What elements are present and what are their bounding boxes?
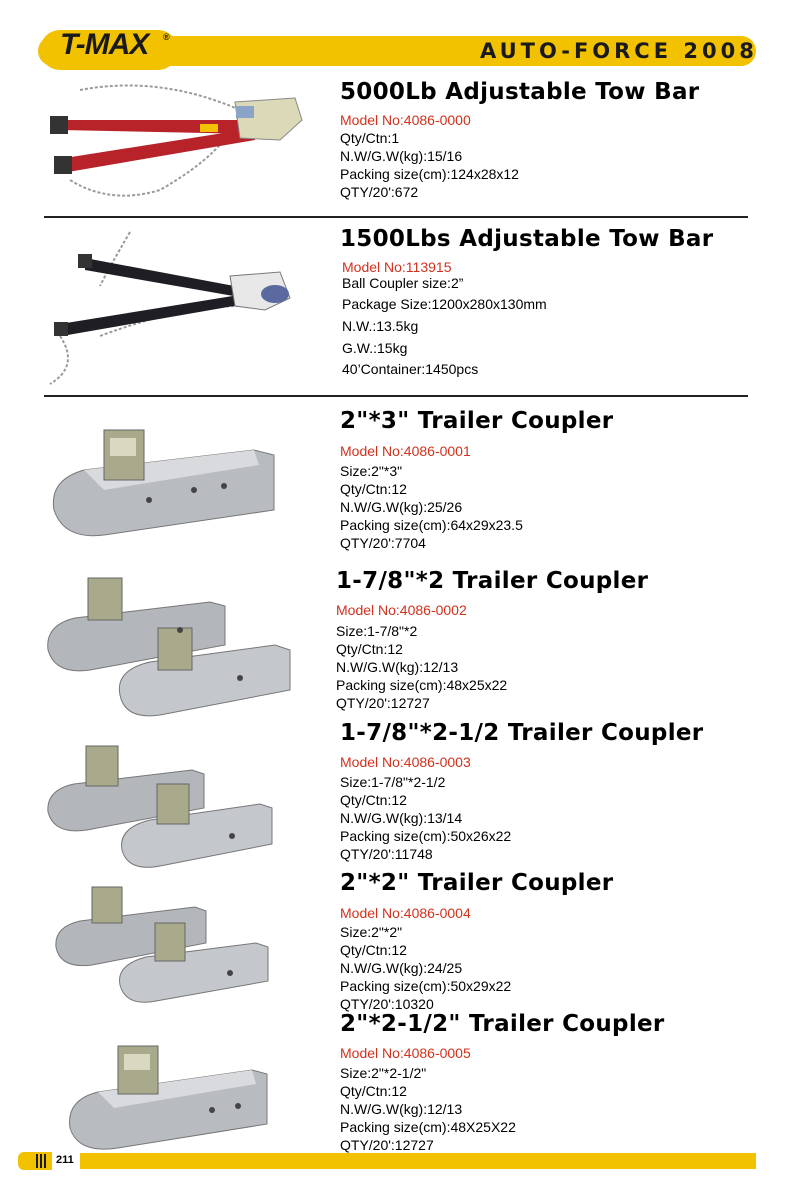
spec-line: N.W/G.W(kg):12/13: [336, 659, 459, 675]
product-title: 5000Lb Adjustable Tow Bar: [340, 79, 700, 105]
section-divider: [44, 216, 748, 218]
model-number: Model No:4086-0003: [340, 754, 471, 770]
product-title: 1500Lbs Adjustable Tow Bar: [340, 226, 714, 252]
spec-line: Packing size(cm):124x28x12: [340, 166, 519, 182]
page-marker-icon: [36, 1154, 50, 1168]
spec-line: QTY/20':12727: [336, 695, 430, 711]
model-number: Model No:4086-0004: [340, 905, 471, 921]
model-number: Model No:4086-0001: [340, 443, 471, 459]
spec-line: Ball Coupler size:2”: [342, 275, 464, 291]
spec-line: Qty/Ctn:12: [340, 481, 407, 497]
brand-logo: T-MAX: [60, 28, 149, 61]
model-number: Model No:4086-0005: [340, 1045, 471, 1061]
spec-line: Size:2"*3": [340, 463, 403, 479]
spec-line: Package Size:1200x280x130mm: [342, 296, 547, 312]
spec-line: Qty/Ctn:12: [336, 641, 403, 657]
spec-line: QTY/20':10320: [340, 996, 434, 1012]
spec-line: Packing size(cm):48X25X22: [340, 1119, 516, 1135]
spec-line: Packing size(cm):50x29x22: [340, 978, 512, 994]
product-title: 2"*3" Trailer Coupler: [340, 408, 614, 434]
trailer-coupler-pair-image: [40, 570, 300, 720]
spec-line: QTY/20':11748: [340, 846, 433, 862]
trailer-coupler-image: [62, 1028, 282, 1153]
section-divider: [44, 395, 748, 397]
spec-line: Qty/Ctn:1: [340, 130, 400, 146]
spec-line: Size:1-7/8"*2-1/2: [340, 774, 446, 790]
spec-line: N.W.:13.5kg: [342, 318, 419, 334]
spec-line: N.W/G.W(kg):25/26: [340, 499, 463, 515]
spec-line: N.W/G.W(kg):24/25: [340, 960, 463, 976]
product-title: 2"*2" Trailer Coupler: [340, 870, 614, 896]
trailer-coupler-image: [44, 410, 294, 540]
spec-line: Qty/Ctn:12: [340, 942, 407, 958]
spec-line: Packing size(cm):64x29x23.5: [340, 517, 523, 533]
model-number: Model No:4086-0002: [336, 602, 467, 618]
trailer-coupler-pair-image: [50, 885, 280, 1010]
spec-line: Packing size(cm):48x25x22: [336, 677, 508, 693]
tow-bar-red-image: [40, 80, 320, 210]
tow-bar-black-image: [40, 226, 300, 388]
registered-mark: ®: [163, 32, 170, 42]
spec-line: QTY/20':672: [340, 184, 419, 200]
spec-line: N.W/G.W(kg):15/16: [340, 148, 463, 164]
spec-line: Packing size(cm):50x26x22: [340, 828, 512, 844]
spec-line: Size:2"*2-1/2": [340, 1065, 427, 1081]
spec-line: 40’Container:1450pcs: [342, 361, 479, 377]
spec-line: N.W/G.W(kg):13/14: [340, 810, 463, 826]
spec-line: N.W/G.W(kg):12/13: [340, 1101, 463, 1117]
spec-line: Qty/Ctn:12: [340, 792, 407, 808]
spec-line: Size:1-7/8"*2: [336, 623, 418, 639]
trailer-coupler-pair-image: [42, 740, 282, 875]
model-number: Model No:113915: [342, 259, 452, 275]
spec-line: QTY/20':7704: [340, 535, 426, 551]
model-number: Model No:4086-0000: [340, 112, 471, 128]
spec-line: Size:2"*2": [340, 924, 403, 940]
footer-bar: [40, 1153, 756, 1169]
spec-line: Qty/Ctn:12: [340, 1083, 407, 1099]
product-title: 1-7/8"*2 Trailer Coupler: [336, 568, 649, 594]
page-number: 211: [56, 1154, 74, 1166]
product-title: 1-7/8"*2-1/2 Trailer Coupler: [340, 720, 704, 746]
spec-line: G.W.:15kg: [342, 340, 408, 356]
product-title: 2"*2-1/2" Trailer Coupler: [340, 1011, 665, 1037]
catalog-title: AUTO-FORCE 2008: [480, 39, 758, 63]
spec-line: QTY/20':12727: [340, 1137, 434, 1153]
